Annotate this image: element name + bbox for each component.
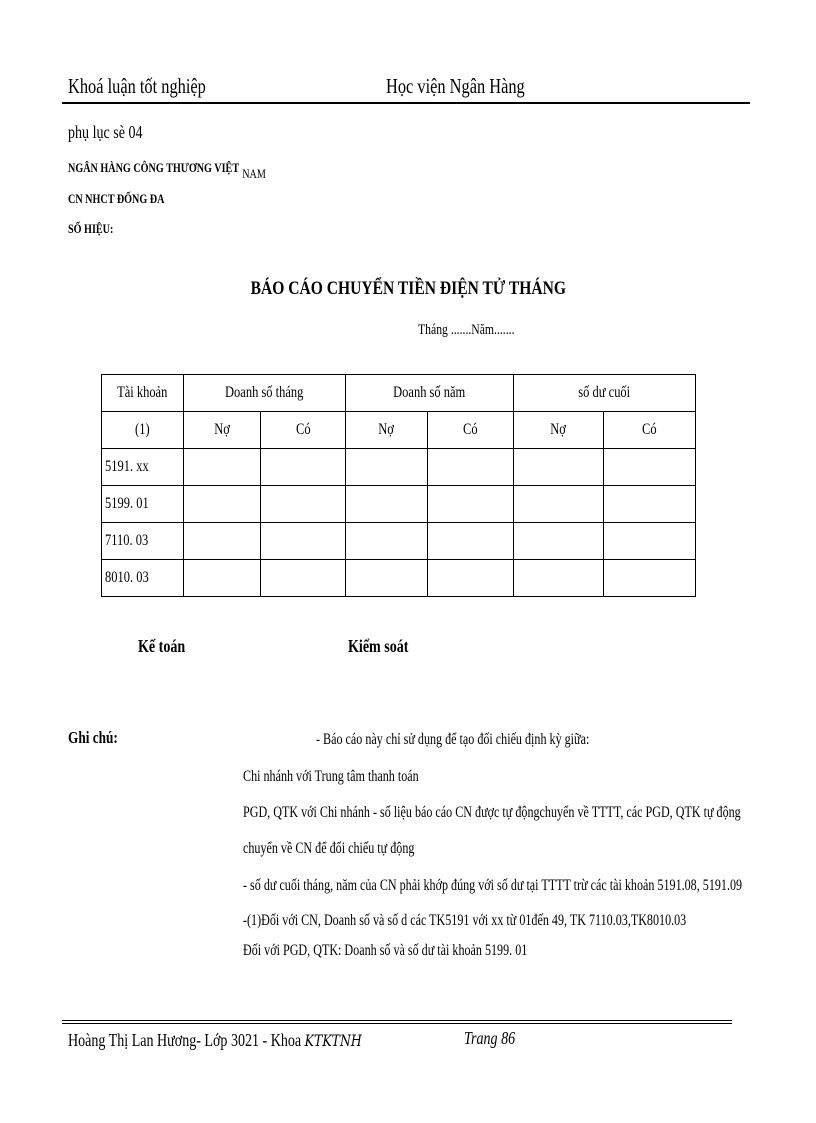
value-cell bbox=[514, 486, 604, 523]
account-cell: 8010. 03 bbox=[102, 560, 184, 597]
footer-department: KTKTNH bbox=[304, 1031, 362, 1050]
header-right-title: Học viện Ngân Hàng bbox=[386, 74, 525, 98]
subheader-no: Nợ bbox=[346, 412, 428, 449]
branch-name: CN NHCT ĐỐNG ĐA bbox=[68, 191, 165, 206]
value-cell bbox=[604, 449, 696, 486]
value-cell bbox=[604, 486, 696, 523]
header-left-title: Khoá luận tốt nghiệp bbox=[68, 74, 206, 98]
value-cell bbox=[184, 486, 261, 523]
value-cell bbox=[428, 486, 514, 523]
value-cell bbox=[261, 523, 346, 560]
value-cell bbox=[346, 486, 428, 523]
header-account: Tài khoản bbox=[102, 375, 184, 412]
note-line: Chi nhánh với Trung tâm thanh toán bbox=[243, 768, 419, 785]
note-line: chuyển về CN để đối chiếu tự động bbox=[243, 840, 415, 857]
footer-divider bbox=[62, 1020, 732, 1021]
date-line: Tháng .......Năm....... bbox=[418, 322, 515, 338]
value-cell bbox=[184, 449, 261, 486]
account-cell: 5199. 01 bbox=[102, 486, 184, 523]
table-row bbox=[102, 560, 696, 597]
value-cell bbox=[346, 523, 428, 560]
value-cell bbox=[261, 560, 346, 597]
signature-controller: Kiểm soát bbox=[348, 636, 409, 656]
value-cell bbox=[428, 523, 514, 560]
value-cell bbox=[184, 523, 261, 560]
table-row bbox=[102, 449, 696, 486]
note-line: - số dư cuối tháng, năm của CN phải khớp đúng với số dư tại TTTT trừ các tài khoản 5191.08, 5191.09 bbox=[243, 877, 743, 894]
value-cell bbox=[261, 449, 346, 486]
value-cell bbox=[428, 449, 514, 486]
value-cell bbox=[604, 560, 696, 597]
report-title: BÁO CÁO CHUYỂN TIỀN ĐIỆN TỬ THÁNG bbox=[250, 278, 566, 299]
bank-name-suffix: NAM bbox=[242, 166, 266, 181]
value-cell bbox=[346, 449, 428, 486]
subheader-no: Nợ bbox=[514, 412, 604, 449]
report-table bbox=[101, 374, 696, 597]
value-cell bbox=[428, 560, 514, 597]
note-line: Đối với PGD, QTK: Doanh số và số dư tài khoản 5199. 01 bbox=[243, 942, 528, 959]
table-subheader-row bbox=[102, 412, 696, 449]
notes-label: Ghi chú: bbox=[68, 728, 118, 747]
table-header-row bbox=[102, 375, 696, 412]
appendix-label: phụ lục sè 04 bbox=[68, 122, 143, 142]
table-row bbox=[102, 486, 696, 523]
note-line: -(1)Đối với CN, Doanh số và số d các TK5191 với xx từ 01đến 49, TK 7110.03,TK8010.03 bbox=[243, 912, 687, 929]
header-account-note: (1) bbox=[102, 412, 184, 449]
note-line: PGD, QTK với Chi nhánh - số liệu báo cáo CN được tự độngchuyển về TTTT, các PGD, QTK tự động bbox=[243, 804, 741, 821]
account-cell: 5191. xx bbox=[102, 449, 184, 486]
value-cell bbox=[261, 486, 346, 523]
value-cell bbox=[604, 523, 696, 560]
footer-divider bbox=[62, 1023, 732, 1024]
header-doanh-so-nam: Doanh số năm bbox=[346, 375, 514, 412]
header-doanh-so-thang: Doanh số tháng bbox=[184, 375, 346, 412]
bank-name: NGÂN HÀNG CÔNG THƯƠNG VIỆT NAM bbox=[68, 160, 266, 181]
header-divider bbox=[62, 102, 750, 104]
account-cell: 7110. 03 bbox=[102, 523, 184, 560]
so-hieu-label: SỐ HIỆU: bbox=[68, 221, 114, 236]
footer-author: Hoàng Thị Lan Hương- Lớp 3021 - Khoa KTKTNH bbox=[68, 1030, 362, 1050]
subheader-co: Có bbox=[428, 412, 514, 449]
value-cell bbox=[346, 560, 428, 597]
value-cell bbox=[514, 449, 604, 486]
table-row bbox=[102, 523, 696, 560]
subheader-no: Nợ bbox=[184, 412, 261, 449]
signature-accountant: Kế toán bbox=[138, 636, 186, 656]
page-number: Trang 86 bbox=[464, 1028, 516, 1048]
subheader-co: Có bbox=[261, 412, 346, 449]
subheader-co: Có bbox=[604, 412, 696, 449]
value-cell bbox=[514, 523, 604, 560]
note-line: - Báo cáo này chỉ sử dụng để tạo đối chiếu định kỳ giữa: bbox=[316, 731, 590, 748]
value-cell bbox=[514, 560, 604, 597]
value-cell bbox=[184, 560, 261, 597]
header-so-du-cuoi: số dư cuối bbox=[514, 375, 696, 412]
